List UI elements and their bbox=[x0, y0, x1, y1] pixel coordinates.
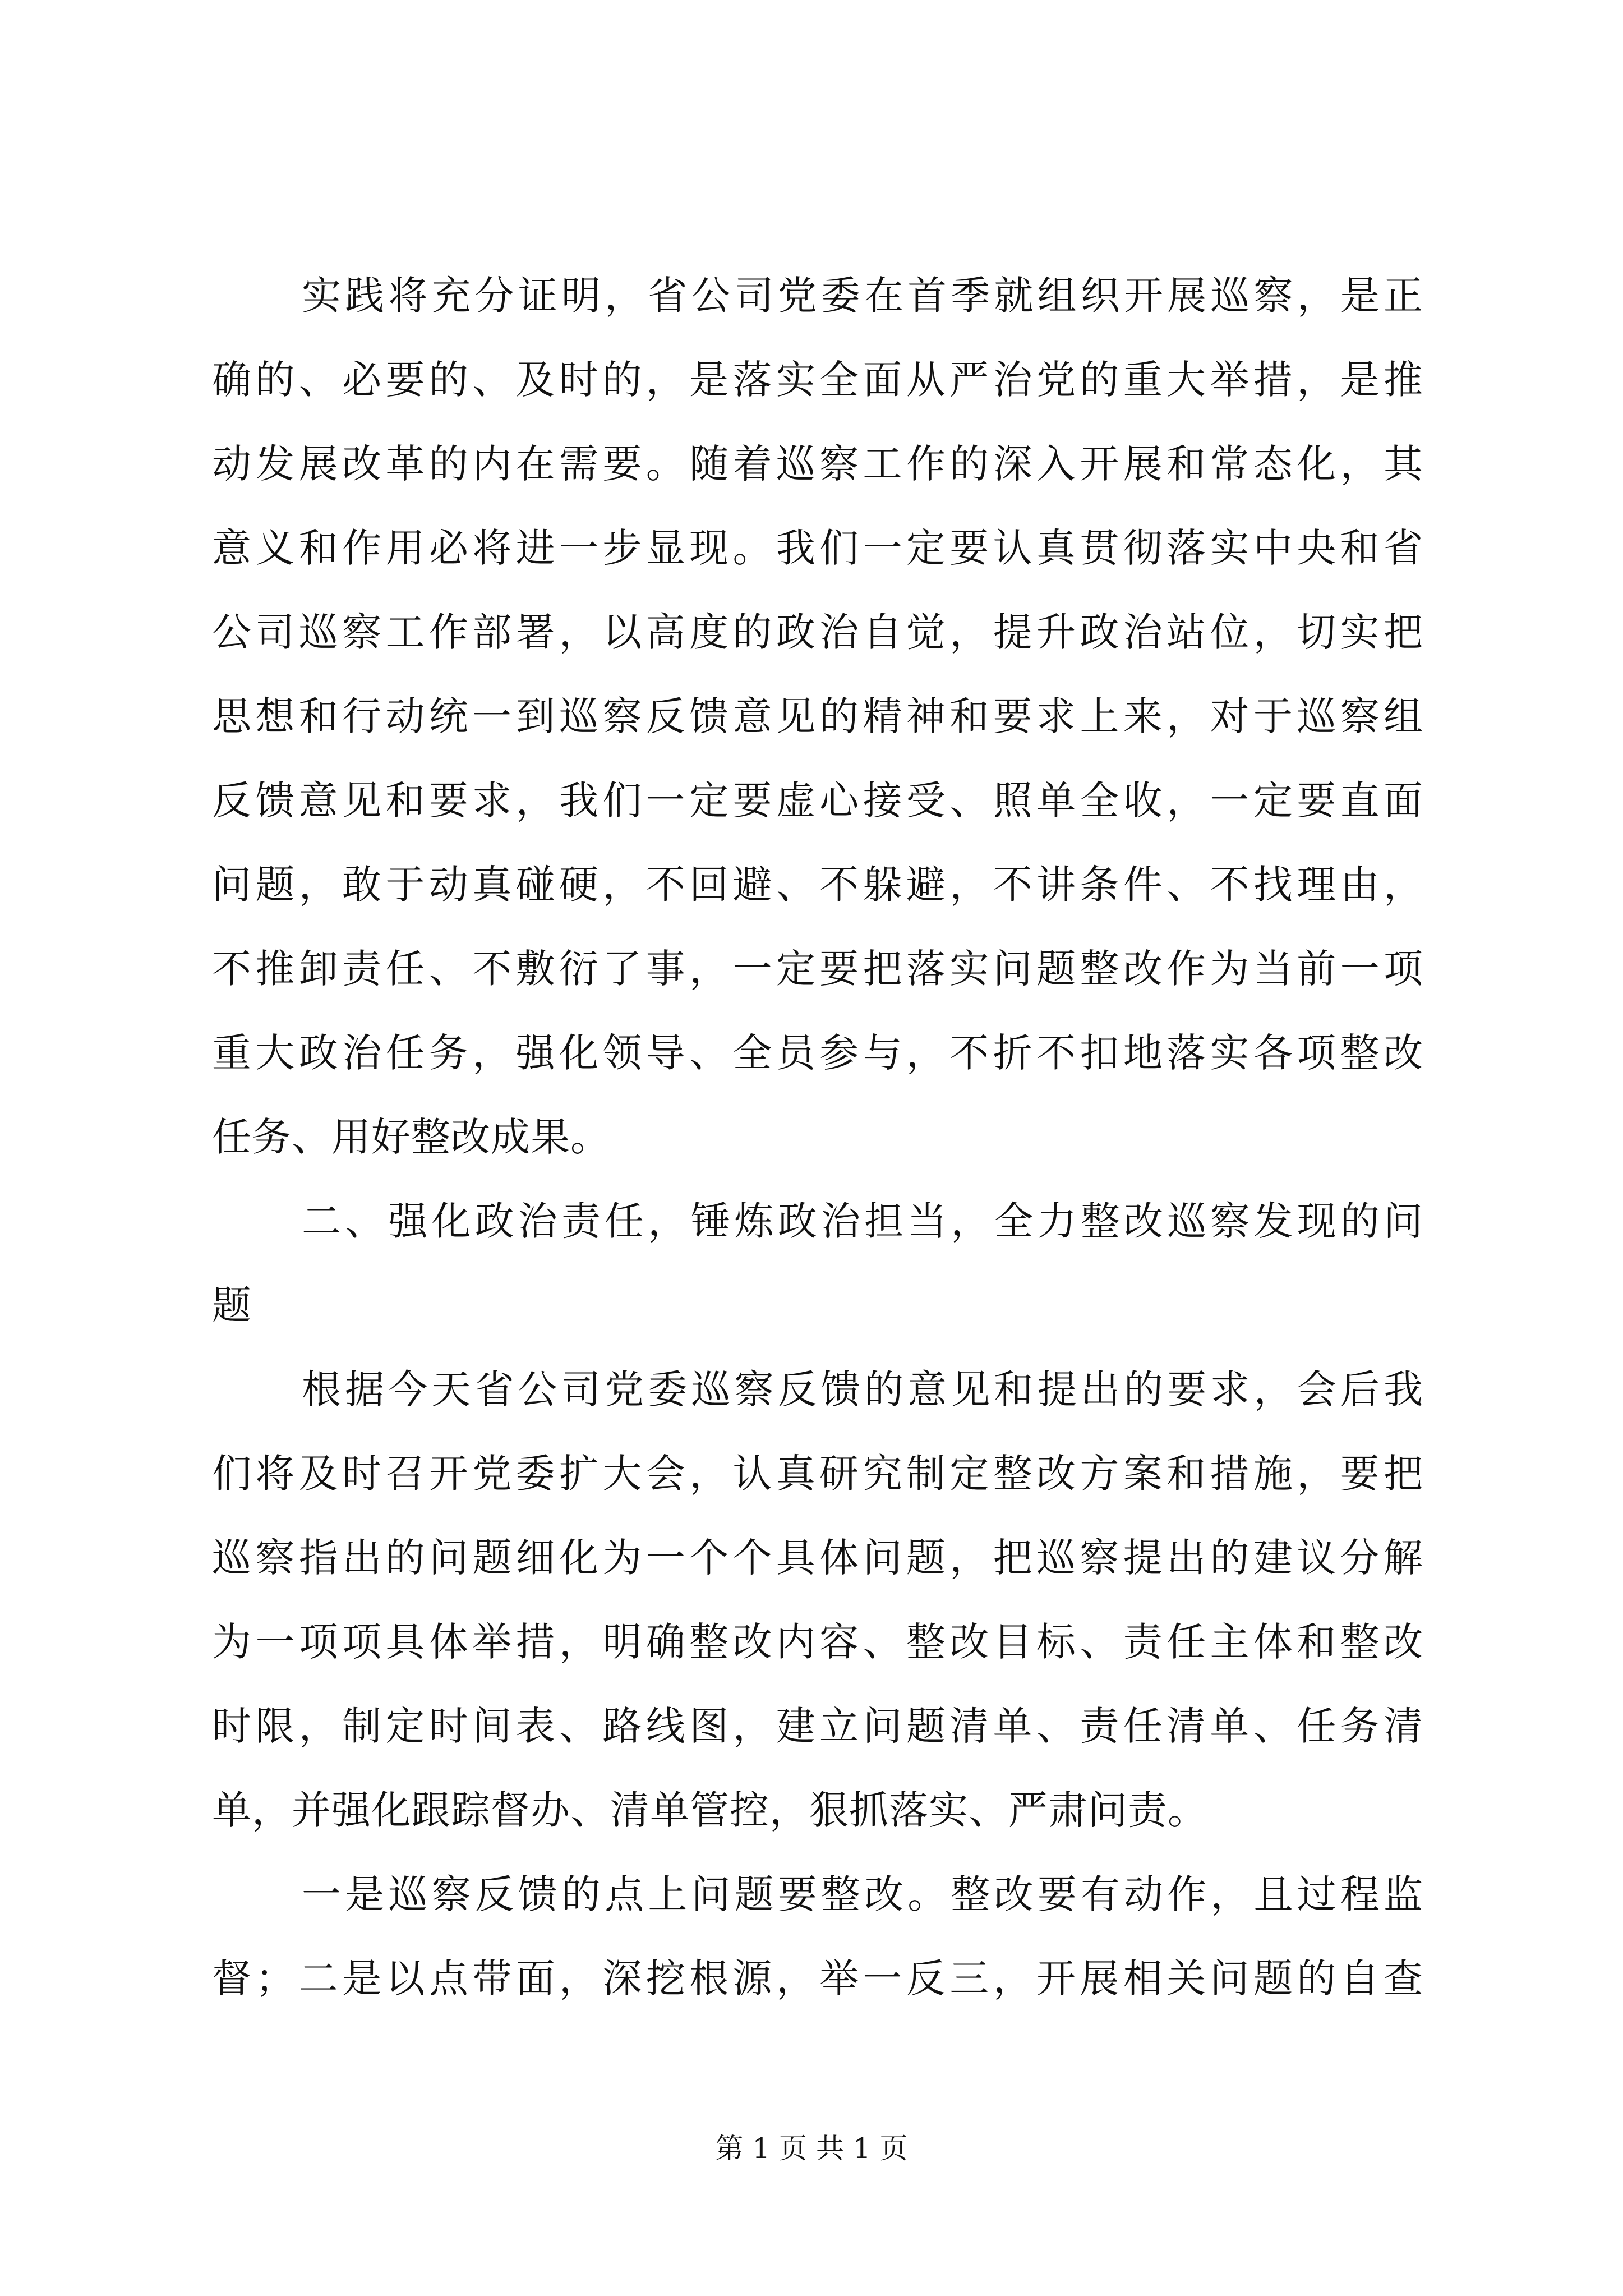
section-heading-line: 题 bbox=[212, 1282, 252, 1328]
paragraph-line: 问题，敢于动真碰硬，不回避、不躲避，不讲条件、不找理由， bbox=[212, 862, 1423, 908]
paragraph-line: 重大政治任务，强化领导、全员参与，不折不扣地落实各项整改 bbox=[212, 1030, 1423, 1076]
paragraph-line: 们将及时召开党委扩大会，认真研究制定整改方案和措施，要把 bbox=[212, 1451, 1423, 1497]
paragraph-line: 单，并强化跟踪督办、清单管控，狠抓落实、严肃问责。 bbox=[212, 1787, 1207, 1833]
paragraph-line: 实践将充分证明，省公司党委在首季就组织开展巡察，是正 bbox=[302, 273, 1423, 319]
document-body bbox=[212, 254, 1423, 2021]
paragraph-line: 思想和行动统一到巡察反馈意见的精神和要求上来，对于巡察组 bbox=[212, 693, 1423, 739]
paragraph-line: 根据今天省公司党委巡察反馈的意见和提出的要求，会后我 bbox=[302, 1366, 1423, 1412]
paragraph-line: 意义和作用必将进一步显现。我们一定要认真贯彻落实中央和省 bbox=[212, 525, 1423, 571]
paragraph-line: 不推卸责任、不敷衍了事，一定要把落实问题整改作为当前一项 bbox=[212, 946, 1423, 992]
paragraph-line: 任务、用好整改成果。 bbox=[212, 1114, 610, 1160]
paragraph-line: 确的、必要的、及时的，是落实全面从严治党的重大举措，是推 bbox=[212, 357, 1423, 403]
paragraph-line: 为一项项具体举措，明确整改内容、整改目标、责任主体和整改 bbox=[212, 1619, 1423, 1665]
page-number-footer: 第 1 页 共 1 页 bbox=[715, 2132, 908, 2165]
section-heading-line: 二、强化政治责任，锤炼政治担当，全力整改巡察发现的问 bbox=[302, 1198, 1423, 1244]
paragraph-line: 巡察指出的问题细化为一个个具体问题，把巡察提出的建议分解 bbox=[212, 1535, 1423, 1581]
paragraph-line: 一是巡察反馈的点上问题要整改。整改要有动作，且过程监 bbox=[302, 1871, 1423, 1917]
paragraph-line: 反馈意见和要求，我们一定要虚心接受、照单全收，一定要直面 bbox=[212, 777, 1423, 823]
paragraph-line: 动发展改革的内在需要。随着巡察工作的深入开展和常态化，其 bbox=[212, 441, 1423, 487]
paragraph-line: 公司巡察工作部署，以高度的政治自觉，提升政治站位，切实把 bbox=[212, 609, 1423, 655]
paragraph-line: 督；二是以点带面，深挖根源，举一反三，开展相关问题的自查 bbox=[212, 1955, 1423, 2001]
paragraph-line: 时限，制定时间表、路线图，建立问题清单、责任清单、任务清 bbox=[212, 1703, 1423, 1749]
